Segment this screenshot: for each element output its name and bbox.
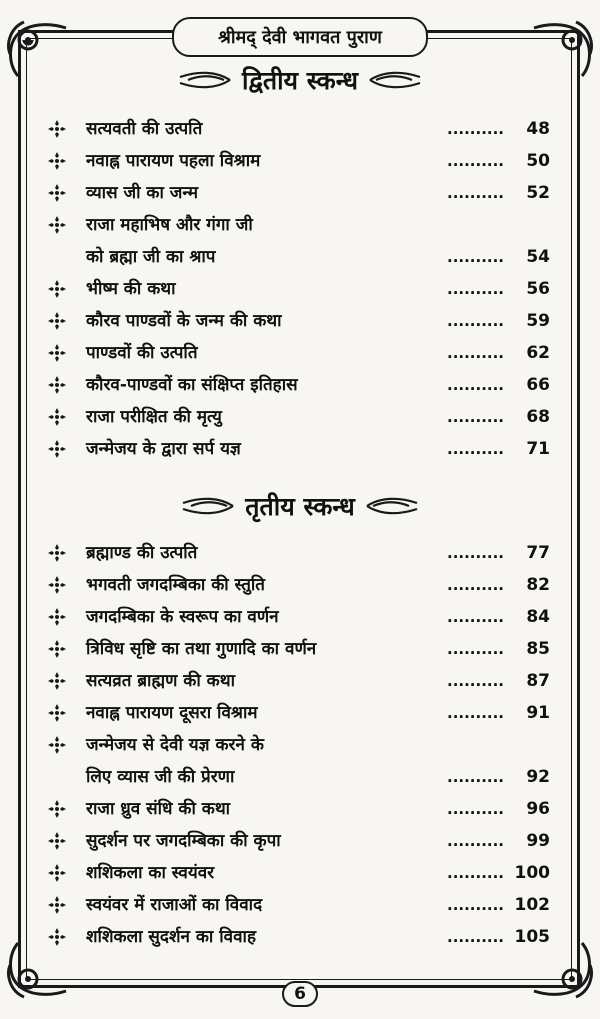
toc-entry-title: जन्मेजय से देवी यज्ञ करने के bbox=[86, 735, 264, 755]
toc-entry bbox=[0, 636, 600, 668]
toc-entry-title: को ब्रह्मा जी का श्राप bbox=[86, 247, 216, 267]
dot-leader: .......... bbox=[447, 184, 504, 202]
toc-entry bbox=[0, 540, 600, 572]
toc-entry-title: शशिकला का स्वयंवर bbox=[86, 863, 215, 883]
diamond-bullet-icon bbox=[48, 928, 66, 946]
dot-leader: .......... bbox=[447, 312, 504, 330]
dot-leader: .......... bbox=[447, 576, 504, 594]
dot-leader: .......... bbox=[447, 376, 504, 394]
toc-page-number: 66 bbox=[526, 375, 550, 395]
toc-page-number: 68 bbox=[526, 407, 550, 427]
toc-entry-title: नवाह्न पारायण पहला विश्राम bbox=[86, 151, 261, 171]
toc-entry-title: जन्मेजय के द्वारा सर्प यज्ञ bbox=[86, 439, 241, 459]
diamond-bullet-icon bbox=[48, 312, 66, 330]
toc-entry-title: त्रिविध सृष्टि का तथा गुणादि का वर्णन bbox=[86, 639, 317, 659]
diamond-bullet-icon bbox=[48, 608, 66, 626]
toc-entry bbox=[0, 148, 600, 180]
dot-leader: .......... bbox=[447, 640, 504, 658]
toc-page-number: 50 bbox=[526, 151, 550, 171]
diamond-bullet-icon bbox=[48, 736, 66, 754]
scroll-flourish-icon bbox=[365, 495, 421, 517]
diamond-bullet-icon bbox=[48, 864, 66, 882]
diamond-bullet-icon bbox=[48, 704, 66, 722]
toc-entry-title: सुदर्शन पर जगदम्बिका की कृपा bbox=[86, 831, 281, 851]
toc-entry bbox=[0, 404, 600, 436]
toc-page-number: 92 bbox=[526, 767, 550, 787]
toc-entry bbox=[0, 212, 600, 244]
toc-entry-title: लिए व्यास जी की प्रेरणा bbox=[86, 767, 235, 787]
toc-entry bbox=[0, 796, 600, 828]
toc-page-number: 77 bbox=[526, 543, 550, 563]
dot-leader: .......... bbox=[447, 248, 504, 266]
diamond-bullet-icon bbox=[48, 832, 66, 850]
toc-page-number: 52 bbox=[526, 183, 550, 203]
dot-leader: .......... bbox=[447, 440, 504, 458]
toc-entry-title: नवाह्न पारायण दूसरा विश्राम bbox=[86, 703, 258, 723]
book-title: श्रीमद् देवी भागवत पुराण bbox=[218, 27, 382, 48]
scroll-flourish-icon bbox=[368, 69, 424, 91]
toc-page-number: 105 bbox=[514, 927, 550, 947]
diamond-bullet-icon bbox=[48, 672, 66, 690]
toc-entry-title: स्वयंवर में राजाओं का विवाद bbox=[86, 895, 263, 915]
section-title: द्वितीय स्कन्ध bbox=[241, 66, 358, 95]
toc-entry-title: कौरव पाण्डवों के जन्म की कथा bbox=[86, 311, 282, 331]
toc-page-number: 99 bbox=[526, 831, 550, 851]
toc-entry-title: भगवती जगदम्बिका की स्तुति bbox=[86, 575, 265, 595]
dot-leader: .......... bbox=[447, 704, 504, 722]
dot-leader: .......... bbox=[447, 408, 504, 426]
toc-entry bbox=[0, 860, 600, 892]
toc-page-number: 87 bbox=[526, 671, 550, 691]
diamond-bullet-icon bbox=[48, 440, 66, 458]
diamond-bullet-icon bbox=[48, 544, 66, 562]
toc-entry bbox=[0, 572, 600, 604]
toc-entry-title: पाण्डवों की उत्पति bbox=[86, 343, 198, 363]
toc-page-number: 91 bbox=[526, 703, 550, 723]
toc-page-number: 96 bbox=[526, 799, 550, 819]
toc-entry bbox=[0, 732, 600, 764]
toc-entry bbox=[0, 924, 600, 956]
toc-entry bbox=[0, 340, 600, 372]
dot-leader: .......... bbox=[447, 928, 504, 946]
toc-entry bbox=[0, 604, 600, 636]
toc-page-number: 56 bbox=[526, 279, 550, 299]
toc-entry-title: कौरव-पाण्डवों का संक्षिप्त इतिहास bbox=[86, 375, 298, 395]
dot-leader: .......... bbox=[447, 280, 504, 298]
dot-leader: .......... bbox=[447, 896, 504, 914]
diamond-bullet-icon bbox=[48, 376, 66, 394]
diamond-bullet-icon bbox=[48, 344, 66, 362]
page-number: 6 bbox=[294, 984, 306, 1004]
toc-page-number: 59 bbox=[526, 311, 550, 331]
toc-entry bbox=[0, 436, 600, 468]
diamond-bullet-icon bbox=[48, 640, 66, 658]
toc-entry-title: राजा ध्रुव संधि की कथा bbox=[86, 799, 231, 819]
diamond-bullet-icon bbox=[48, 120, 66, 138]
page-number-badge bbox=[270, 979, 330, 1009]
dot-leader: .......... bbox=[447, 344, 504, 362]
dot-leader: .......... bbox=[447, 864, 504, 882]
dot-leader: .......... bbox=[447, 544, 504, 562]
toc-page-number: 82 bbox=[526, 575, 550, 595]
toc-entry-title: भीष्म की कथा bbox=[86, 279, 176, 299]
toc-entry-continuation bbox=[0, 244, 600, 276]
book-title-banner bbox=[172, 17, 428, 57]
toc-page-number: 85 bbox=[526, 639, 550, 659]
toc-list bbox=[0, 540, 600, 956]
diamond-bullet-icon bbox=[48, 184, 66, 202]
diamond-bullet-icon bbox=[48, 408, 66, 426]
toc-entry bbox=[0, 828, 600, 860]
diamond-bullet-icon bbox=[48, 280, 66, 298]
section-title: तृतीय स्कन्ध bbox=[245, 492, 355, 521]
dot-leader: .......... bbox=[447, 152, 504, 170]
toc-list bbox=[0, 116, 600, 468]
toc-entry-title: सत्यव्रत ब्राह्मण की कथा bbox=[86, 671, 235, 691]
scroll-flourish-icon bbox=[176, 69, 232, 91]
toc-entry bbox=[0, 700, 600, 732]
toc-entry-continuation bbox=[0, 764, 600, 796]
dot-leader: .......... bbox=[447, 120, 504, 138]
diamond-bullet-icon bbox=[48, 576, 66, 594]
toc-entry bbox=[0, 372, 600, 404]
toc-entry bbox=[0, 668, 600, 700]
toc-entry bbox=[0, 276, 600, 308]
toc-page-number: 102 bbox=[514, 895, 550, 915]
toc-entry-title: शशिकला सुदर्शन का विवाह bbox=[86, 927, 256, 947]
section-heading bbox=[0, 484, 600, 528]
toc-page-number: 71 bbox=[526, 439, 550, 459]
toc-entry-title: राजा महाभिष और गंगा जी bbox=[86, 215, 253, 235]
toc-entry-title: ब्रह्माण्ड की उत्पति bbox=[86, 543, 198, 563]
diamond-bullet-icon bbox=[48, 896, 66, 914]
toc-entry-title: राजा परीक्षित की मृत्यु bbox=[86, 407, 222, 427]
dot-leader: .......... bbox=[447, 800, 504, 818]
diamond-bullet-icon bbox=[48, 800, 66, 818]
dot-leader: .......... bbox=[447, 832, 504, 850]
toc-page-number: 48 bbox=[526, 119, 550, 139]
toc-page-number: 54 bbox=[526, 247, 550, 267]
toc-entry bbox=[0, 180, 600, 212]
toc-entry bbox=[0, 892, 600, 924]
toc-entry bbox=[0, 116, 600, 148]
dot-leader: .......... bbox=[447, 608, 504, 626]
toc-page-number: 100 bbox=[514, 863, 550, 883]
toc-entry-title: सत्यवती की उत्पति bbox=[86, 119, 203, 139]
section-heading bbox=[0, 58, 600, 102]
toc-entry-title: जगदम्बिका के स्वरूप का वर्णन bbox=[86, 607, 279, 627]
toc-page-number: 84 bbox=[526, 607, 550, 627]
scroll-flourish-icon bbox=[179, 495, 235, 517]
dot-leader: .......... bbox=[447, 672, 504, 690]
diamond-bullet-icon bbox=[48, 216, 66, 234]
dot-leader: .......... bbox=[447, 768, 504, 786]
toc-entry bbox=[0, 308, 600, 340]
diamond-bullet-icon bbox=[48, 152, 66, 170]
toc-page-number: 62 bbox=[526, 343, 550, 363]
toc-entry-title: व्यास जी का जन्म bbox=[86, 183, 198, 203]
